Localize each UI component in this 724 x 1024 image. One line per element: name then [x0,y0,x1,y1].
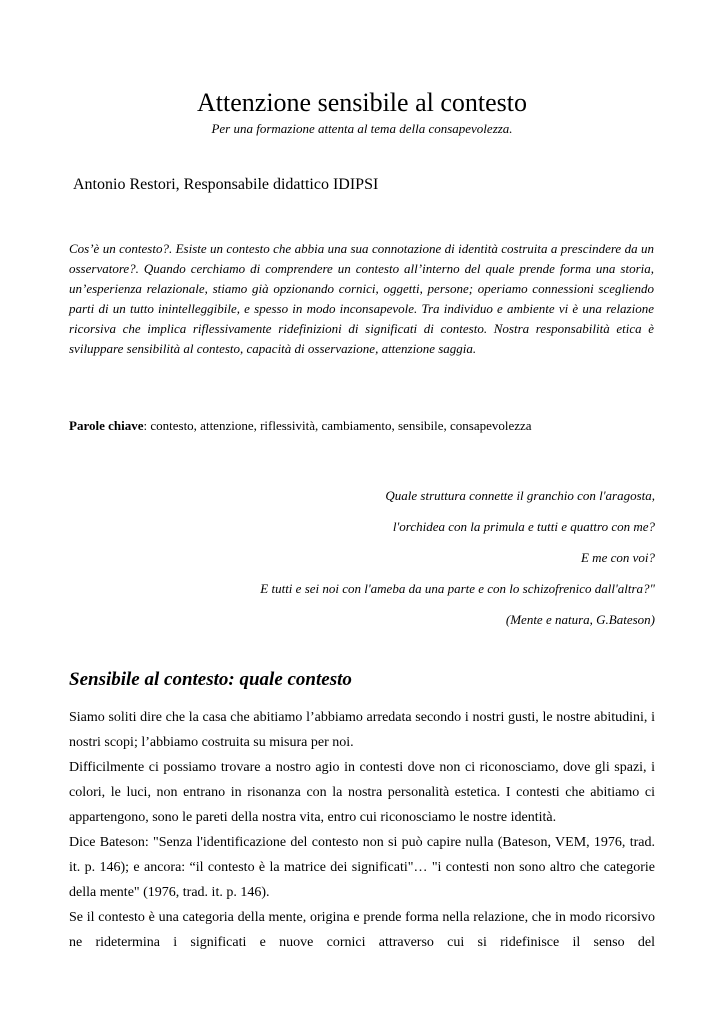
section-body [69,705,655,955]
quote-line: E tutti e sei noi con l'ameba da una parte e con lo schizofrenico dall'altra?" [260,581,655,596]
epigraph-quote [150,480,655,635]
quote-line: Quale struttura connette il granchio con l'aragosta, [385,488,655,503]
body-paragraph: Siamo soliti dire che la casa che abitiamo l’abbiamo arredata secondo i nostri gusti, le nostre abitudini, i nostri scopi; l’abbiamo costruita su misura per noi. [69,710,655,750]
body-paragraph: Se il contesto è una categoria della mente, origina e prende forma nella relazione, che in modo ricorsivo ne ridetermina i significati e nuove cornici attraverso cui si ridefinisce il senso del [69,910,655,950]
quote-line: E me con voi? [580,550,655,565]
page-subtitle: Per una formazione attenta al tema della consapevolezza. [211,121,513,136]
section-heading: Sensibile al contesto: quale contesto [69,669,352,690]
body-paragraph: Difficilmente ci possiamo trovare a nostro agio in contesti dove non ci riconosciamo, dove gli spazi, i colori, le luci, non entrano in risonanza con la nostra personalità estetica. I contesti che abitiamo ci appartengono, sono le pareti della nostra vita, entro cui riconosciamo le nostre identità. [69,760,655,825]
keywords-label: Parole chiave [69,418,144,433]
quote-attribution: (Mente e natura, G.Bateson) [505,612,655,627]
keywords-line [69,417,532,435]
quote-line: l'orchidea con la primula e tutti e quattro con me? [392,519,655,534]
author-line: Antonio Restori, Responsabile didattico IDIPSI [73,176,379,193]
abstract-paragraph: Cos’è un contesto?. Esiste un contesto che abbia una sua connotazione di identità costruita a prescindere da un osservatore?. Quando cerchiamo di comprendere un contesto all’interno del quale prende forma una storia, un’esperienza relazionale, stiamo già opzionando cornici, oggetti, persone; operiamo connessioni scegliendo parti di un tutto inintelleggibile, e spesso in modo inconsapevole. Tra individuo e ambiente vi è una relazione ricorsiva che implica riflessivamente ridefinizioni di significati di contesto. Nostra responsabilità etica è sviluppare sensibilità al contesto, capacità di osservazione, attenzione saggia. [69,241,654,356]
page-title: Attenzione sensibile al contesto [197,88,527,117]
keywords-text: : contesto, attenzione, riflessività, cambiamento, sensibile, consapevolezza [143,418,532,433]
body-paragraph: Dice Bateson: "Senza l'identificazione del contesto non si può capire nulla (Bateson, VEM, 1976, trad. it. p. 146); e ancora: “il contesto è la matrice dei significati"… "i contesti non sono altro che categorie della mente" (1976, trad. it. p. 146). [69,835,655,900]
